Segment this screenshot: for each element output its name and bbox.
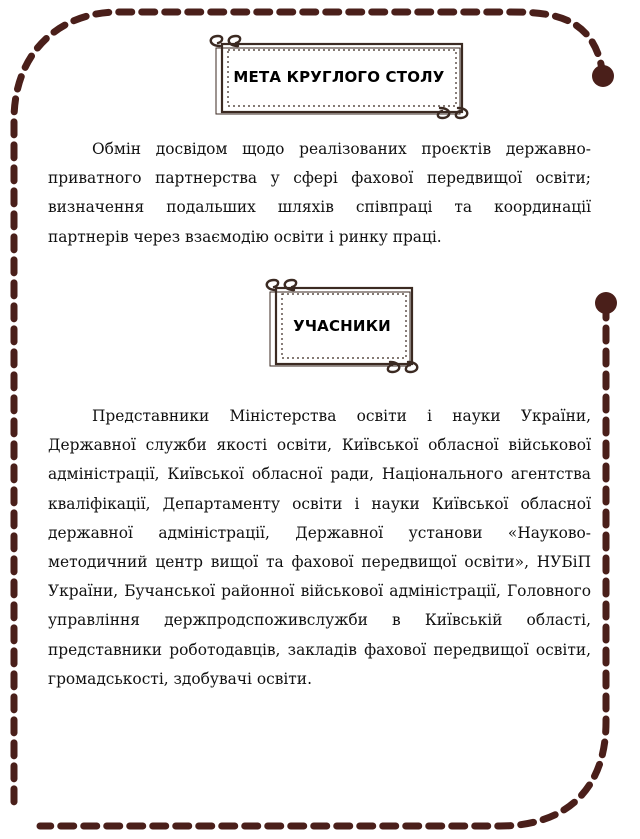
frame-end-dot-top (592, 65, 614, 87)
goal-heading-box (206, 34, 472, 120)
participants-heading: УЧАСНИКИ (293, 317, 391, 335)
participants-paragraph: Представники Міністерства освіти і науки України, Державної служби якості освіти, Київської обласної військової адміністрації, Київської обласної ради, Національного агентства кваліфікації, Департаменту освіти і науки Київської обласної державної адміністрації, Державної установи «Науково-методичний центр вищої та фахової передвищої освіти», НУБіП України, Бучанської районної військової адміністрації, Головного управління держпродспоживслужби в Київській області, представники роботодавців, закладів фахової передвищої освіти, громадськості, здобувачі освіти. (48, 407, 591, 688)
frame-end-dot-mid (595, 292, 617, 314)
goal-heading: МЕТА КРУГЛОГО СТОЛУ (233, 68, 445, 86)
participants-heading-box (262, 278, 422, 374)
goal-paragraph: Обмін досвідом щодо реалізованих проєктів державно-приватного партнерства у сфері фахової передвищої освіти; визначення подальших шляхів співпраці та координації партнерів через взаємодію освіти і ринку праці. (48, 140, 591, 246)
